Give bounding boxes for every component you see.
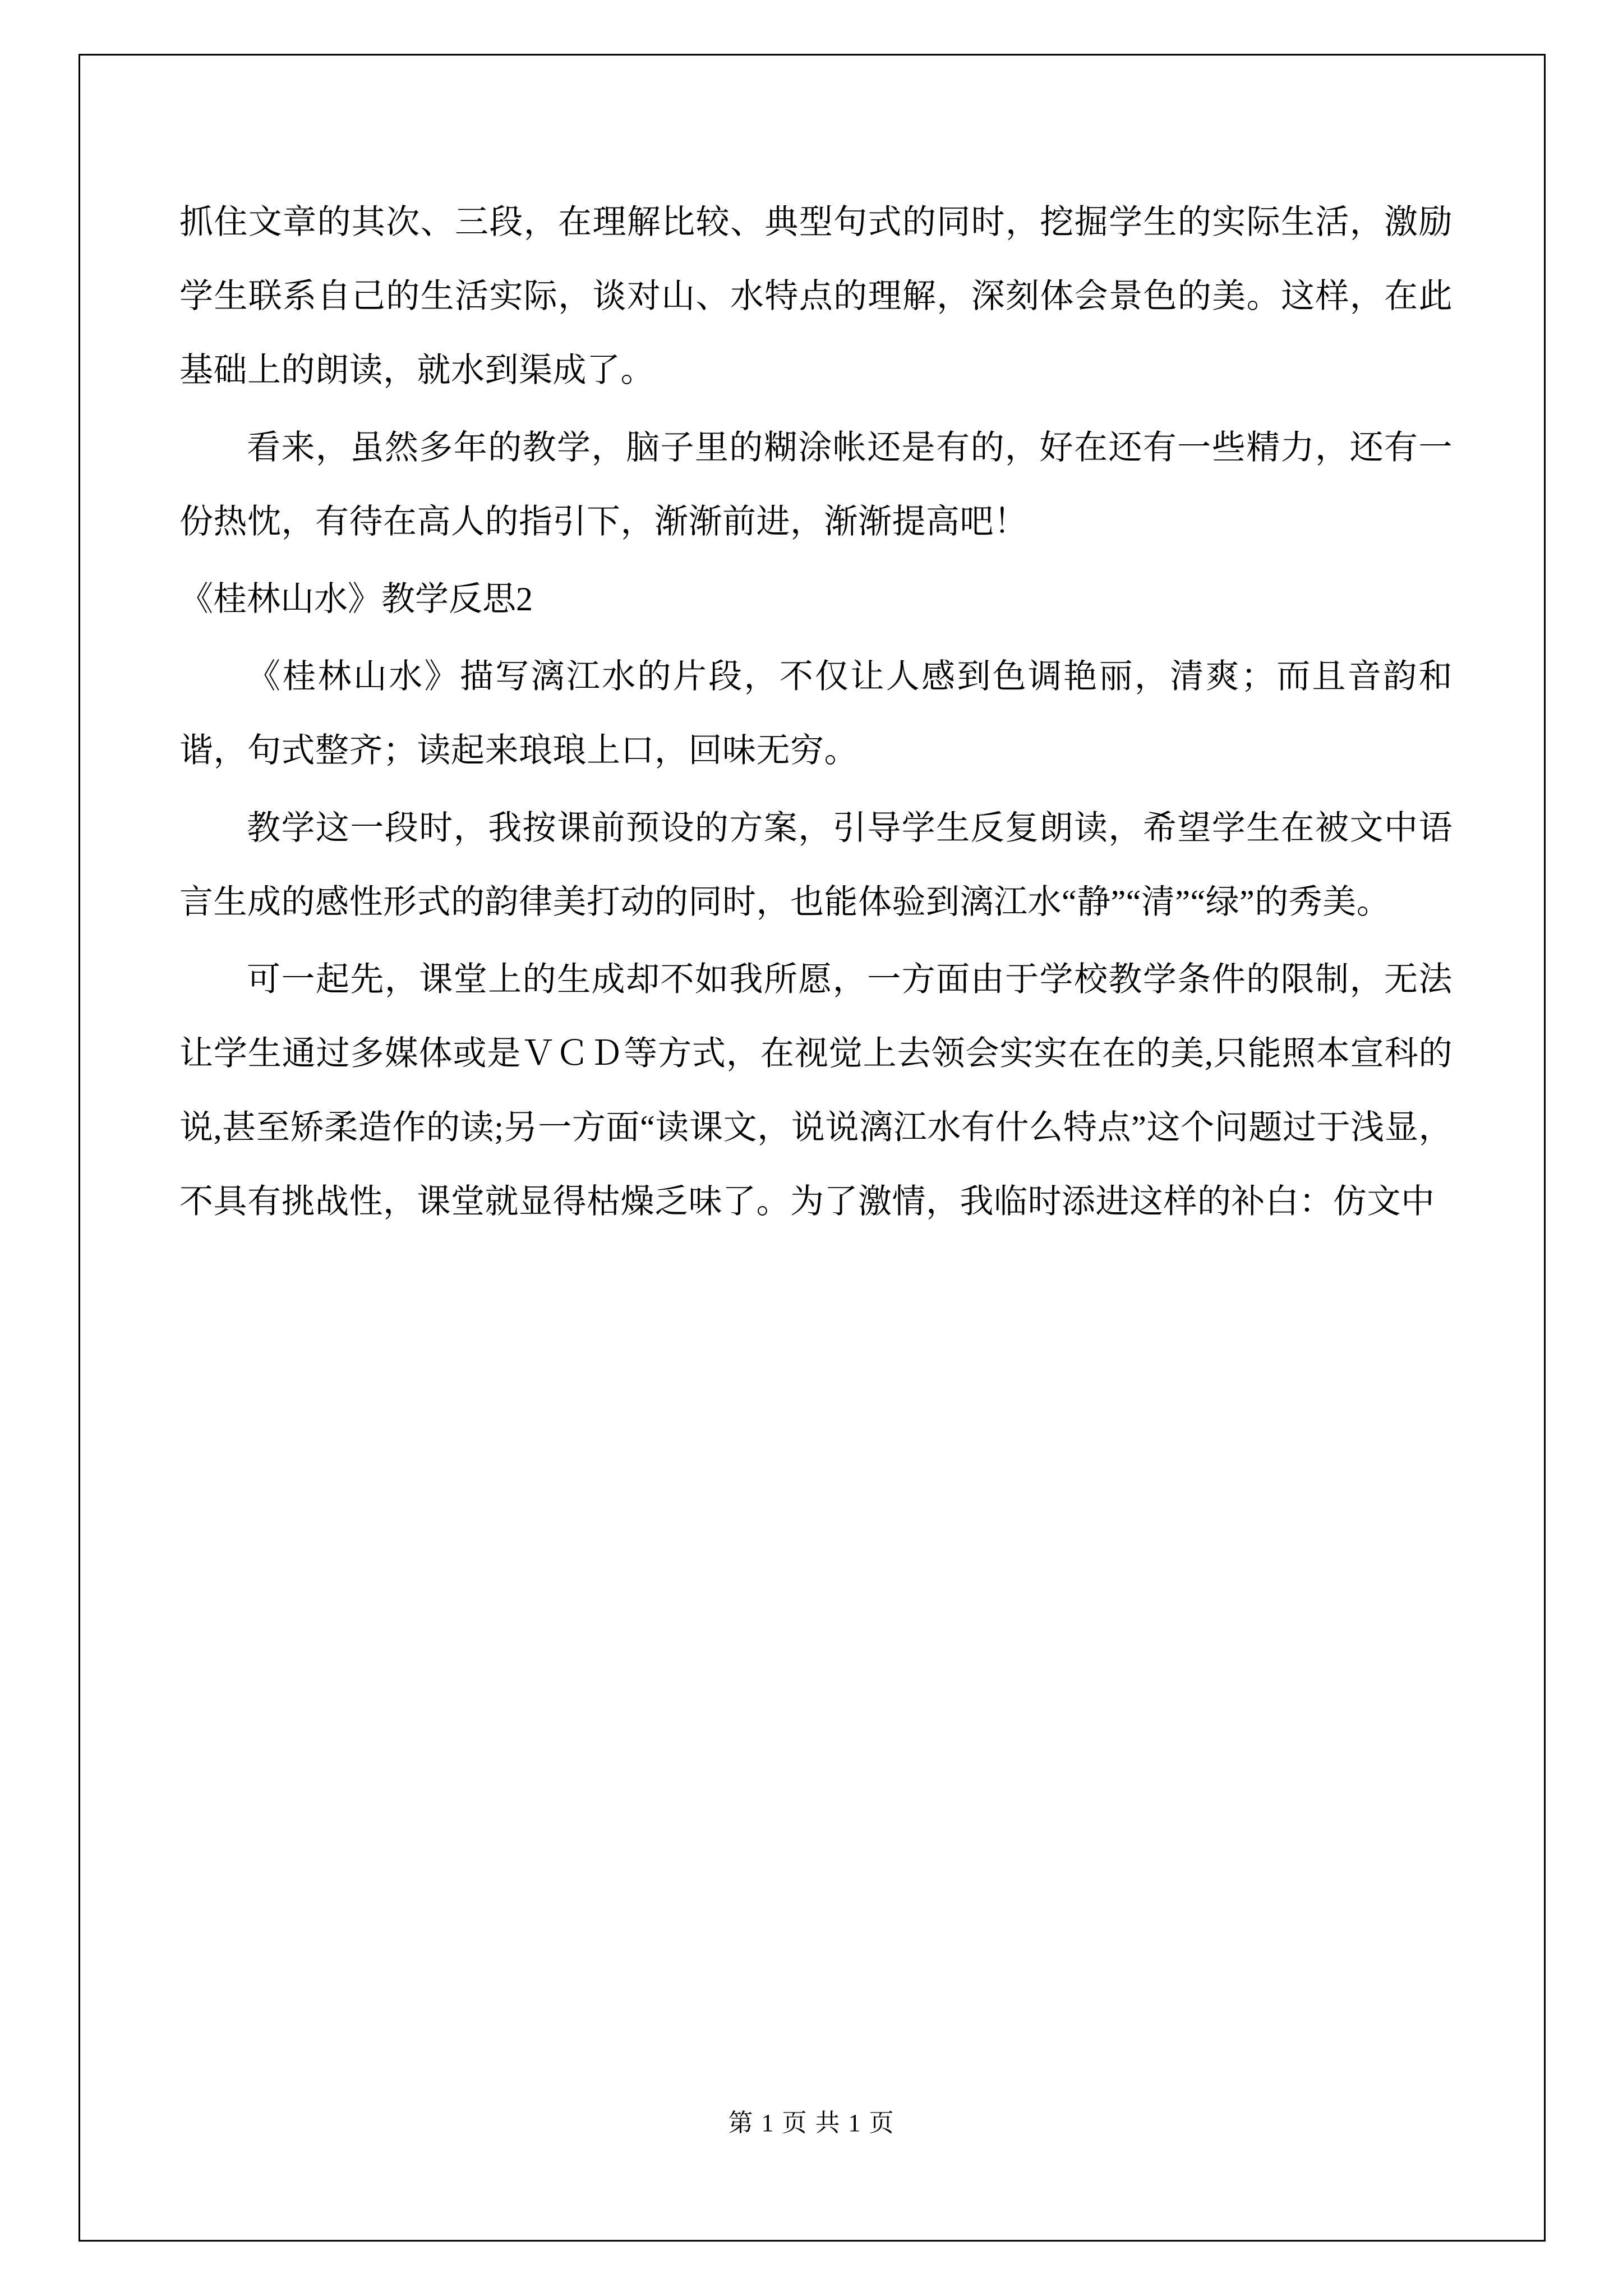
paragraph: 教学这一段时，我按课前预设的方案，引导学生反复朗读，希望学生在被文中语言生成的感性形式的韵律美打动的同时，也能体验到漓江水“静”“清”“绿”的秀美。 (179, 809, 1453, 921)
section-heading: 《桂林山水》教学反思2 (179, 581, 533, 618)
paragraph: 看来，虽然多年的教学，脑子里的糊涂帐还是有的，好在还有一些精力，还有一份热忱，有待在高人的指引下，渐渐前进，渐渐提高吧！ (179, 429, 1453, 540)
paragraph: 可一起先，课堂上的生成却不如我所愿，一方面由于学校教学条件的限制，无法让学生通过多媒体或是ＶＣＤ等方式，在视觉上去领会实实在在的美,只能照本宣科的说,甚至矫柔造作的读;另一方面“读课文，说说漓江水有什么特点”这个问题过于浅显，不具有挑战性，课堂就显得枯燥乏味了。为了激情，我临时添进这样的补白：仿文中 (179, 961, 1453, 1220)
page-footer: 第 1 页 共 1 页 (728, 2109, 895, 2137)
document-body (179, 185, 1453, 1242)
paragraph: 抓住文章的其次、三段，在理解比较、典型句式的同时，挖掘学生的实际生活，激励学生联系自己的生活实际，谈对山、水特点的理解，深刻体会景色的美。这样，在此基础上的朗读，就水到渠成了。 (179, 204, 1453, 389)
paragraph: 《桂林山水》描写漓江水的片段，不仅让人感到色调艳丽，清爽；而且音韵和谐，句式整齐；读起来琅琅上口，回味无穷。 (179, 658, 1453, 769)
